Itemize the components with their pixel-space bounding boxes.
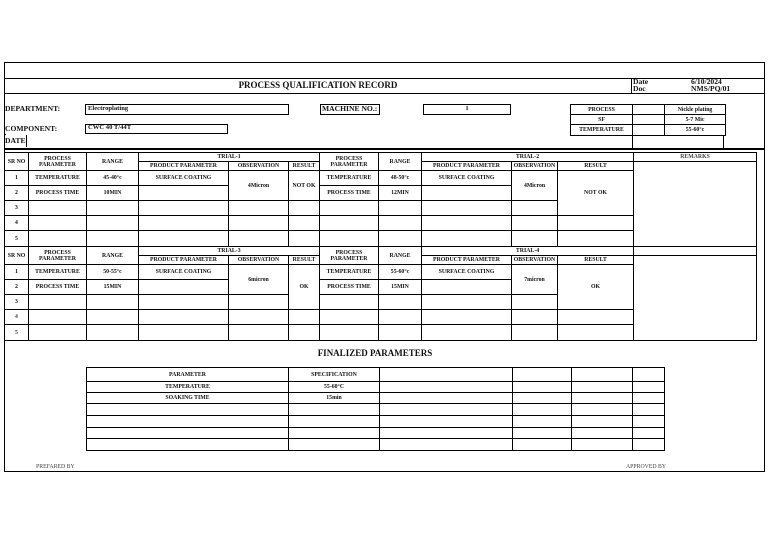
remarks-cell[interactable] [634, 162, 757, 247]
table-cell-observation[interactable] [229, 216, 289, 231]
table-cell-observation[interactable] [512, 295, 558, 310]
table-cell-observation[interactable] [512, 325, 558, 341]
table-cell-param[interactable] [29, 310, 87, 325]
table-cell-product[interactable] [422, 186, 512, 201]
table-cell-param[interactable] [29, 325, 87, 341]
table-row-sr: 2 [5, 186, 29, 201]
table-cell-param[interactable]: TEMPERATURE [320, 171, 379, 186]
table-cell-param[interactable] [320, 310, 379, 325]
spec-drop-1 [632, 135, 633, 148]
finalized-cell[interactable] [289, 416, 380, 428]
table-cell-observation[interactable] [512, 201, 558, 216]
table-cell-range[interactable] [87, 201, 139, 216]
finalized-extra-header-2 [513, 368, 572, 382]
date-field-divider [26, 135, 27, 147]
trial-4-product-parameter-header: PRODUCT PARAMETER [422, 256, 512, 265]
trial-2-product-parameter-header: PRODUCT PARAMETER [422, 162, 512, 171]
frame-bottom [4, 471, 765, 472]
table-cell-product[interactable] [422, 280, 512, 295]
result-header: RESULT [289, 162, 320, 171]
table-cell-param[interactable] [29, 295, 87, 310]
table-cell-range[interactable] [379, 231, 422, 247]
trial-3-result[interactable]: OK [289, 265, 320, 310]
table-cell-product[interactable] [422, 216, 512, 231]
approved-by-label: APPROVED BY [626, 464, 667, 470]
title-doc-divider [631, 78, 632, 94]
department-value: Electroplating [88, 105, 129, 112]
table-cell-range[interactable]: 15MIN [379, 280, 422, 295]
finalized-extra-header-4 [633, 368, 665, 382]
trial-4-observation[interactable]: 7micron [512, 265, 558, 295]
table-cell-result[interactable] [558, 310, 634, 325]
table-cell-product[interactable] [422, 295, 512, 310]
date-tick [4, 134, 6, 135]
table-cell-range[interactable]: 12MIN [379, 186, 422, 201]
table-cell-product[interactable] [139, 231, 229, 247]
table-cell-observation[interactable] [512, 231, 558, 247]
finalized-cell[interactable] [380, 439, 513, 451]
finalized-specification-cell[interactable]: 15min [289, 393, 380, 404]
table-cell-result[interactable] [558, 216, 634, 231]
table-cell-product[interactable] [139, 280, 229, 295]
process-label: PROCESS [571, 105, 633, 115]
trial-4-result[interactable]: OK [558, 265, 634, 310]
table-cell-param[interactable] [320, 325, 379, 341]
table-cell-range[interactable]: 10MIN [87, 186, 139, 201]
finalized-cell[interactable] [633, 439, 665, 451]
table-cell-product[interactable] [422, 310, 512, 325]
finalized-cell[interactable] [572, 439, 633, 451]
finalized-cell[interactable] [289, 439, 380, 451]
trial-4-process-parameter-header: PROCESS PARAMETER [320, 247, 379, 265]
observation-header: OBSERVATION [229, 256, 289, 265]
table-cell-param[interactable]: TEMPERATURE [320, 265, 379, 280]
trial-2-label: TRIAL-2 [422, 153, 634, 162]
table-cell-range[interactable] [379, 295, 422, 310]
observation-header: OBSERVATION [229, 162, 289, 171]
frame-top [4, 62, 765, 63]
finalized-cell[interactable] [633, 393, 665, 404]
table-cell-param[interactable] [29, 231, 87, 247]
finalized-cell[interactable] [380, 428, 513, 439]
trial-3-observation[interactable]: 6micron [229, 265, 289, 295]
finalized-cell[interactable] [87, 404, 289, 416]
info-section-divider [4, 148, 765, 150]
finalized-parameter-header: PARAMETER [87, 368, 289, 382]
range-header: RANGE [87, 247, 139, 265]
table-cell-product[interactable] [139, 216, 229, 231]
machine-label: MACHINE NO.: [322, 104, 378, 113]
table-cell-observation[interactable] [229, 295, 289, 310]
process-parameter-header: PROCESS PARAMETER [29, 153, 87, 171]
table-cell-observation[interactable] [229, 231, 289, 247]
table-cell-param[interactable]: PROCESS TIME [320, 280, 379, 295]
table-cell-range[interactable] [87, 295, 139, 310]
table-cell-product[interactable] [139, 186, 229, 201]
table-row-sr: 2 [5, 280, 29, 295]
table-row-sr: 1 [5, 171, 29, 186]
table-cell-observation[interactable] [229, 201, 289, 216]
finalized-cell[interactable] [572, 382, 633, 393]
finalized-cell[interactable] [513, 439, 572, 451]
trial-4-range-header: RANGE [379, 247, 422, 265]
finalized-cell[interactable] [633, 416, 665, 428]
sf-value[interactable]: 5-7 Mic [665, 115, 726, 125]
date-label: Date [633, 77, 649, 86]
doc-value: NMS/PQ/01 [691, 84, 731, 93]
table-cell-product[interactable] [139, 310, 229, 325]
table-cell-product[interactable] [422, 325, 512, 341]
table-cell-range[interactable] [87, 310, 139, 325]
table-row-sr: 4 [5, 216, 29, 231]
table-cell-range[interactable]: 15MIN [87, 280, 139, 295]
trial-2-observation[interactable]: 4Micron [512, 171, 558, 201]
table-cell-observation[interactable] [229, 325, 289, 341]
finalized-extra-header-3 [572, 368, 633, 382]
trial-4-label: TRIAL-4 [422, 247, 634, 256]
table-cell-range[interactable] [87, 325, 139, 341]
component-label: COMPONENT: [5, 124, 58, 133]
trial-4-observation-header: OBSERVATION [512, 256, 558, 265]
table-cell-product[interactable] [139, 201, 229, 216]
finalized-title: FINALIZED PARAMETERS [317, 348, 433, 358]
spec-drop-2 [723, 135, 724, 148]
finalized-cell[interactable] [572, 428, 633, 439]
result-header: RESULT [289, 256, 320, 265]
date-field-label: DATE [5, 136, 26, 145]
sr-no-header: SR NO [5, 247, 29, 265]
process-value[interactable]: Nickle plating [665, 105, 726, 115]
department-label: DEPARTMENT: [5, 104, 61, 113]
finalized-specification-cell[interactable]: 55-60°C [289, 382, 380, 393]
table-cell-result[interactable] [289, 325, 320, 341]
finalized-cell[interactable] [289, 404, 380, 416]
table-cell-observation[interactable] [512, 310, 558, 325]
table-cell-product[interactable]: SURFACE COATING [139, 265, 229, 280]
finalized-cell[interactable] [513, 382, 572, 393]
table-cell-range[interactable] [87, 231, 139, 247]
table-cell-param[interactable] [320, 201, 379, 216]
table-cell-result[interactable] [558, 325, 634, 341]
table-row-sr: 4 [5, 310, 29, 325]
finalized-extra-header-1 [380, 368, 513, 382]
finalized-specification-header: SPECIFICATION [289, 368, 380, 382]
trial-2-observation-header: OBSERVATION [512, 162, 558, 171]
table-cell-observation[interactable] [512, 216, 558, 231]
table-cell-range[interactable]: 45-40°c [87, 171, 139, 186]
machine-value: 1 [465, 105, 469, 112]
table-cell-product[interactable]: SURFACE COATING [139, 171, 229, 186]
sf-label: SF [571, 115, 633, 125]
table-cell-result[interactable] [289, 201, 320, 216]
sf-blank[interactable] [633, 115, 665, 125]
table-row-sr: 5 [5, 325, 29, 341]
table-row-sr: 3 [5, 295, 29, 310]
trial-2-range-header: RANGE [379, 153, 422, 171]
table-cell-param[interactable] [29, 201, 87, 216]
table-cell-param[interactable] [320, 295, 379, 310]
table-cell-range[interactable] [379, 310, 422, 325]
trial-2-result-header: RESULT [558, 162, 634, 171]
table-cell-range[interactable]: 55-60°c [379, 265, 422, 280]
range-header: RANGE [87, 153, 139, 171]
finalized-cell[interactable] [572, 393, 633, 404]
finalized-cell[interactable] [633, 428, 665, 439]
finalized-cell[interactable] [380, 416, 513, 428]
trial-3-label: TRIAL-3 [139, 247, 320, 256]
finalized-parameter-cell[interactable]: TEMPERATURE [87, 382, 289, 393]
table-cell-param[interactable]: PROCESS TIME [29, 186, 87, 201]
title-band-top [4, 78, 765, 79]
trials-3-4-table [4, 246, 757, 341]
table-cell-product[interactable] [139, 325, 229, 341]
table-row-sr: 1 [5, 265, 29, 280]
temperature-label: TEMPERATURE [571, 125, 633, 136]
finalized-cell[interactable] [513, 428, 572, 439]
page-title: PROCESS QUALIFICATION RECORD [238, 80, 398, 90]
trial-1-label: TRIAL-1 [139, 153, 320, 162]
temperature-blank[interactable] [633, 125, 665, 136]
finalized-parameter-cell[interactable]: SOAKING TIME [87, 393, 289, 404]
finalized-cell[interactable] [513, 404, 572, 416]
process-parameter-header: PROCESS PARAMETER [29, 247, 87, 265]
table-cell-param[interactable] [320, 231, 379, 247]
finalized-cell[interactable] [572, 416, 633, 428]
table-cell-observation[interactable] [229, 310, 289, 325]
table-cell-param[interactable] [320, 216, 379, 231]
table-cell-param[interactable]: PROCESS TIME [29, 280, 87, 295]
table-cell-param[interactable] [29, 216, 87, 231]
table-cell-product[interactable]: SURFACE COATING [422, 171, 512, 186]
finalized-cell[interactable] [87, 439, 289, 451]
table-cell-range[interactable] [379, 201, 422, 216]
table-cell-product[interactable] [422, 231, 512, 247]
finalized-cell[interactable] [380, 393, 513, 404]
table-cell-range[interactable] [379, 216, 422, 231]
trial-2-process-parameter-header: PROCESS PARAMETER [320, 153, 379, 171]
finalized-cell[interactable] [572, 404, 633, 416]
table-cell-range[interactable] [87, 216, 139, 231]
remarks-header: REMARKS [634, 153, 757, 162]
table-cell-range[interactable] [379, 325, 422, 341]
table-cell-param[interactable]: PROCESS TIME [320, 186, 379, 201]
process-blank[interactable] [633, 105, 665, 115]
finalized-cell[interactable] [289, 428, 380, 439]
trial-2-result[interactable]: NOT OK [558, 171, 634, 216]
product-parameter-header: PRODUCT PARAMETER [139, 256, 229, 265]
finalized-cell[interactable] [633, 404, 665, 416]
finalized-parameters-table [86, 367, 665, 451]
table-cell-range[interactable]: 50-55°c [87, 265, 139, 280]
table-cell-range[interactable]: 48-50°c [379, 171, 422, 186]
table-cell-result[interactable] [558, 231, 634, 247]
table-cell-result[interactable] [289, 216, 320, 231]
table-cell-param[interactable]: TEMPERATURE [29, 265, 87, 280]
title-band-bottom [4, 93, 765, 94]
sr-no-header: SR NO [5, 153, 29, 171]
table-cell-product[interactable]: SURFACE COATING [422, 265, 512, 280]
table-row-sr: 5 [5, 231, 29, 247]
doc-label: Doc [633, 84, 646, 93]
table-cell-result[interactable] [289, 310, 320, 325]
trials-1-2-table [4, 152, 757, 247]
finalized-cell[interactable] [380, 404, 513, 416]
component-value: CWC 40 T/44T [88, 124, 132, 131]
table-cell-result[interactable] [289, 231, 320, 247]
product-parameter-header: PRODUCT PARAMETER [139, 162, 229, 171]
table-cell-product[interactable] [139, 295, 229, 310]
frame-right [764, 62, 765, 472]
finalized-cell[interactable] [633, 382, 665, 393]
finalized-cell[interactable] [87, 428, 289, 439]
finalized-cell[interactable] [513, 416, 572, 428]
trial-4-result-header: RESULT [558, 256, 634, 265]
finalized-cell[interactable] [513, 393, 572, 404]
trial-1-result[interactable]: NOT OK [289, 171, 320, 201]
finalized-cell[interactable] [87, 416, 289, 428]
remarks-header-blank [634, 247, 757, 256]
finalized-cell[interactable] [380, 382, 513, 393]
temperature-value[interactable]: 55-60°c [665, 125, 726, 136]
prepared-by-label: PREFARED BY [36, 464, 75, 470]
table-row-sr: 3 [5, 201, 29, 216]
process-spec-table [570, 104, 726, 136]
remarks-cell-lower[interactable] [634, 256, 757, 341]
table-cell-param[interactable]: TEMPERATURE [29, 171, 87, 186]
date-value: 6/10/2024 [691, 77, 722, 86]
trial-1-observation[interactable]: 4Micron [229, 171, 289, 201]
table-cell-product[interactable] [422, 201, 512, 216]
